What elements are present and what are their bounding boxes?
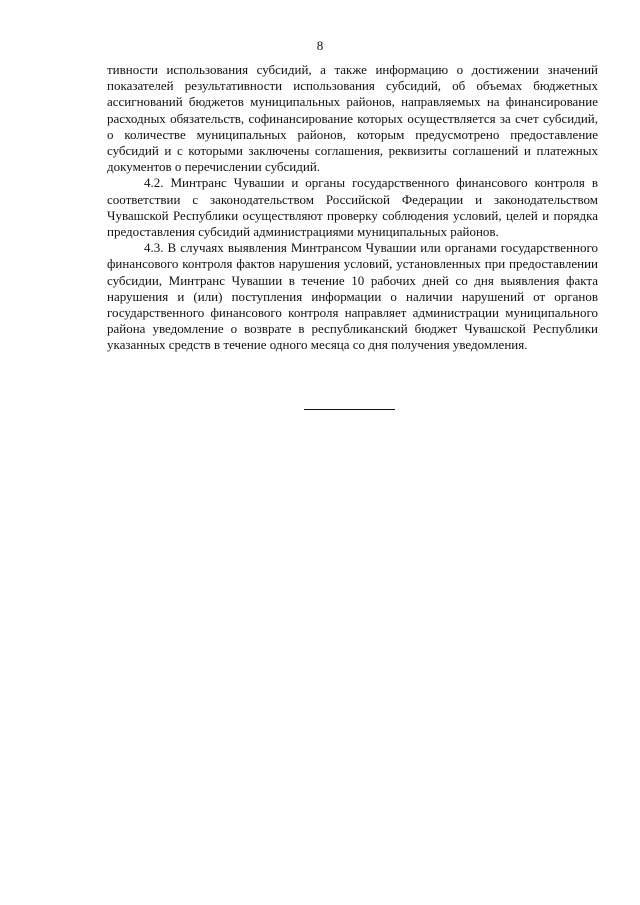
paragraph-4-2: 4.2. Минтранс Чувашии и органы государственного финансового контроля в соответствии с законодательством Российской Федерации и законодательством Чувашской Республики осуществляют проверку соблюдения условий, целей и порядка предоставления субсидий администрациями муниципальных районов. — [107, 175, 598, 240]
document-body — [107, 62, 598, 354]
page-number: 8 — [316, 38, 324, 53]
paragraph-continuation: тивности использования субсидий, а также информацию о достижении значений показателей результативности использования субсидий, об объемах бюджетных ассигнований бюджетов муниципальных районов, направляемых на финансирование расходных обязательств, софинансирование которых осуществляется за счет субсидий, о количестве муниципальных районов, которым предусмотрено предоставление субсидий и с которыми заключены соглашения, реквизиты соглашений и платежных документов о перечислении субсидий. — [107, 62, 598, 175]
end-separator-line — [304, 409, 395, 410]
paragraph-4-3: 4.3. В случаях выявления Минтрансом Чувашии или органами государственного финансового контроля фактов нарушения условий, установленных при предоставлении субсидии, Минтранс Чувашии в течение 10 рабочих дней со дня выявления факта нарушения и (или) поступления информации о наличии нарушений от органов государственного финансового контроля направляет администрации муниципального района уведомление о возврате в республиканский бюджет Чувашской Республики указанных средств в течение одного месяца со дня получения уведомления. — [107, 240, 598, 353]
